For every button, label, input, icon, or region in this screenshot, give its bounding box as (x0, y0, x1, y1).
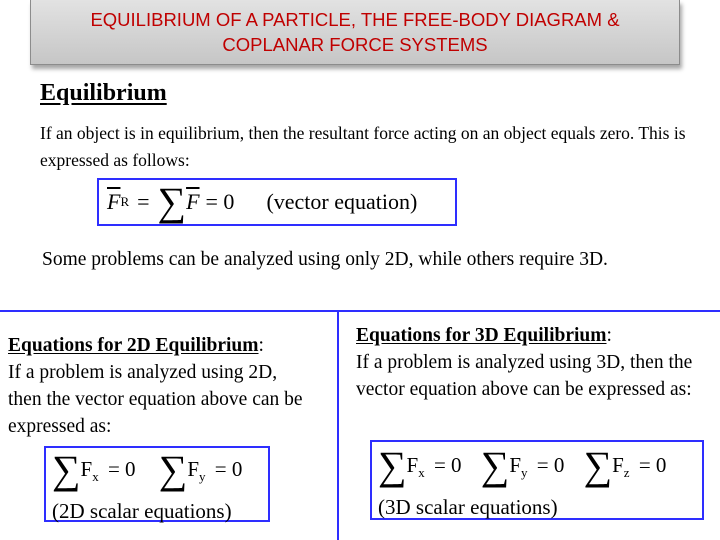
fx3-equals-zero: = 0 (433, 453, 462, 477)
scalar-3d-label: (3D scalar equations) (378, 495, 558, 519)
fx3-symbol: F (406, 453, 419, 477)
section-heading: Equilibrium (40, 80, 167, 106)
equation-3d-line (378, 443, 696, 490)
fy-subscript: y (199, 469, 206, 484)
vertical-divider (337, 311, 339, 540)
fz3-equals-zero: = 0 (638, 453, 667, 477)
vector-equation-label: (vector equation) (266, 189, 418, 214)
equals-sign: = (137, 189, 150, 214)
fx-symbol: F (80, 457, 93, 481)
equation-2d-line (52, 447, 262, 494)
equals-zero: = 0 (205, 189, 235, 214)
force-symbol: $\overline{F}$ (186, 189, 200, 214)
horizontal-divider (0, 310, 720, 312)
intro-paragraph: If an object is in equilibrium, then the resultant force acting on an object equals zero. This is expressed as follows: (40, 123, 686, 170)
right-heading-colon: : (606, 325, 612, 346)
sum-symbol: ∑ (157, 179, 187, 224)
right-column (356, 322, 706, 403)
fx3-subscript: x (418, 465, 425, 480)
fy3-equals-zero: = 0 (536, 453, 565, 477)
title-banner (30, 0, 680, 65)
main-equation-box (97, 178, 457, 226)
fy3-subscript: y (521, 465, 528, 480)
equation-box-3d (370, 440, 704, 520)
fy-equals-zero: = 0 (214, 457, 243, 481)
right-column-body: If a problem is analyzed using 3D, then the vector equation above can be expressed as: (356, 352, 693, 400)
scalar-2d-label: (2D scalar equations) (52, 499, 232, 523)
dimension-note: Some problems can be analyzed using only 2D, while others require 3D. (42, 249, 608, 270)
right-column-heading: Equations for 3D Equilibrium (356, 325, 607, 346)
resultant-subscript: R (120, 194, 130, 209)
left-column (8, 332, 328, 440)
fz3-symbol: F (612, 453, 624, 477)
fx-subscript: x (92, 469, 99, 484)
sum-symbol-x: ∑ (52, 447, 81, 492)
fz3-subscript: z (623, 465, 630, 480)
left-column-heading: Equations for 2D Equilibrium (8, 335, 259, 356)
fy-symbol: F (187, 457, 199, 481)
fx-equals-zero: = 0 (107, 457, 136, 481)
resultant-force-symbol: $\overline{F}$ (107, 189, 121, 214)
sum-symbol-3d-z: ∑ (583, 443, 613, 488)
left-heading-colon: : (258, 335, 264, 356)
fy3-symbol: F (509, 453, 521, 477)
sum-symbol-y: ∑ (158, 447, 188, 492)
sum-symbol-3d-x: ∑ (378, 443, 407, 488)
sum-symbol-3d-y: ∑ (480, 443, 510, 488)
slide-title: EQUILIBRIUM OF A PARTICLE, THE FREE-BODY DIAGRAM & COPLANAR FORCE SYSTEMS (90, 9, 620, 55)
left-column-body: If a problem is analyzed using 2D, then the vector equation above can be expressed as: (8, 362, 303, 437)
equation-box-2d (44, 446, 270, 522)
